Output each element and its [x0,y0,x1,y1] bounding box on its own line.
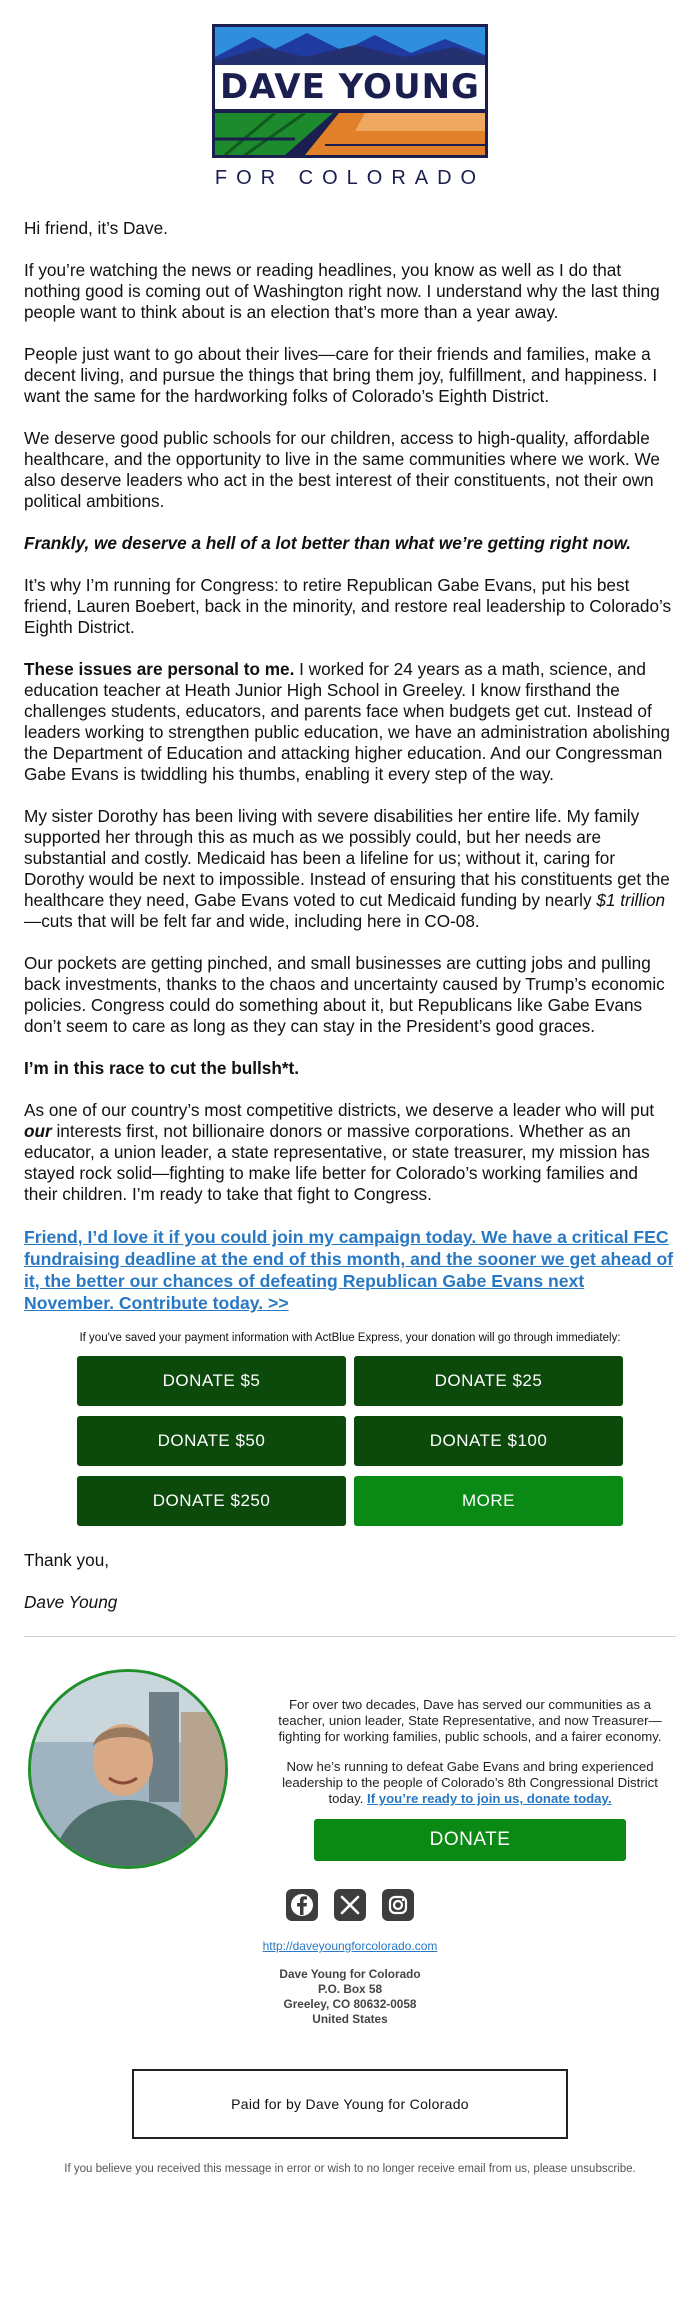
facebook-icon[interactable] [286,1889,318,1921]
divider [24,1636,676,1637]
social-links [0,1889,700,1921]
contribute-link[interactable]: Friend, I’d love it if you could join my campaign today. We have a critical FEC fundraising deadline at the end of this month, and the sooner we get ahead of it, the better our chances of defeating Republican Gabe Evans next November. Contribute today. >> [24,1227,674,1313]
paragraph-5: It’s why I’m running for Congress: to retire Republican Gabe Evans, put his best friend, Lauren Boebert, back in the minority, and restore real leadership to Colorado’s Eighth District. [24,575,672,637]
donate-100-button[interactable]: DONATE $100 [354,1416,623,1466]
donate-5-button[interactable]: DONATE $5 [77,1356,346,1406]
paragraph-7-emphasis: $1 trillion [596,890,666,910]
campaign-logo [212,24,488,190]
address-line-3: Greeley, CO 80632-0058 [283,1997,417,2011]
paragraph-8: Our pockets are getting pinched, and small businesses are cutting jobs and pulling back investments, thanks to the chaos and uncertainty caused by Trump’s economic policies. Congress could do something about it, but Republicans like Gabe Evans don’t seem to care as long as they can stay in the President’s good graces. [24,953,665,1036]
paragraph-6 [24,659,676,785]
donate-250-button[interactable]: DONATE $250 [77,1476,346,1526]
signature: Dave Young [24,1592,118,1612]
paragraph-9 [24,1058,676,1079]
join-donate-link[interactable]: If you’re ready to join us, donate today. [367,1791,612,1806]
paragraph-1: If you’re watching the news or reading headlines, you know as well as I do that nothing good is coming out of Washington right now. I understand why the last thing people want to think about is an election that’s more than a year away. [24,260,660,322]
paragraph-7-b: —cuts that will be felt far and wide, including here in CO-08. [24,911,480,931]
footer-bio-section [0,1651,700,1865]
cta-paragraph [24,1226,676,1314]
email-body [0,218,700,1314]
donate-25-button[interactable]: DONATE $25 [354,1356,623,1406]
actblue-note: If you've saved your payment information with ActBlue Express, your donation will go through immediately: [79,1332,621,1344]
bio-paragraph-2 [268,1759,672,1807]
address-line-1: Dave Young for Colorado [279,1967,421,1981]
header [0,0,700,190]
unsubscribe-note[interactable]: If you believe you received this message in error or wish to no longer receive email from us, please unsubscribe. [64,2163,636,2175]
mailing-address [0,1967,700,2027]
website [0,1939,700,1953]
instagram-icon[interactable] [382,1889,414,1921]
address-line-2: P.O. Box 58 [317,1982,383,1996]
paragraph-3: We deserve good public schools for our children, access to high-quality, affordable healthcare, and the opportunity to live in the same communities where we work. We also deserve leaders who act in the best interest of their constituents, not their own political ambitions. [24,428,660,511]
paragraph-7-a: My sister Dorothy has been living with severe disabilities her entire life. My family supported her through this as much as we possibly could, but her needs are substantial and costly. Medicaid has been a lifeline for us; without it, caring for Dorothy would be next to impossible. Instead of ensuring that his constituents get the healthcare they need, Gabe Evans voted to cut Medicaid funding by nearly [24,806,670,910]
greeting: Hi friend, it’s Dave. [24,218,168,238]
paragraph-7 [24,806,676,932]
paragraph-10-b: interests first, not billionaire donors or massive corporations. Whether as an educator, a union leader, a state representative, or state treasurer, my mission has stayed rock solid—fighting to make life better for Colorado’s working families and their children. I’m ready to take that fight to Congress. [24,1121,650,1204]
paragraph-10 [24,1100,676,1205]
x-icon[interactable] [334,1889,366,1921]
address-line-4: United States [312,2012,388,2026]
paid-for-disclaimer: Paid for by Dave Young for Colorado [132,2069,568,2139]
donate-50-button[interactable]: DONATE $50 [77,1416,346,1466]
closing [0,1550,700,1613]
donate-button-grid [77,1356,623,1526]
bio-paragraph-2-text: Now he’s running to defeat Gabe Evans and bring experienced leadership to the people of Colorado’s 8th Congressional District today. [282,1759,658,1806]
paragraph-4 [24,533,676,554]
paragraph-9-text: I’m in this race to cut the bullsh*t. [24,1058,300,1078]
candidate-photo [31,1672,225,1866]
paragraph-10-a: As one of our country’s most competitive districts, we deserve a leader who will put [24,1100,655,1120]
bio-text [268,1697,672,1821]
paragraph-6-rest: I worked for 24 years as a math, science, and education teacher at Heath Junior High School in Greeley. I know firsthand the challenges students, educators, and parents face when budgets get cut. Instead of leaders working to strengthen public education, we have an administration abolishing the Department of Education and attacking higher education. And our Congressman Gabe Evans is twiddling his thumbs, enabling it every step of the way. [24,659,670,784]
paragraph-10-emphasis: our [24,1121,52,1141]
logo-name: DAVE YOUNG [220,67,480,107]
logo-emblem [212,24,488,158]
donate-more-button[interactable]: MORE [354,1476,623,1526]
paragraph-6-lead: These issues are personal to me. [24,659,295,679]
bio-paragraph-1: For over two decades, Dave has served our communities as a teacher, union leader, State Representative, and now Treasurer—fighting for working families, public schools, and a fairer economy. [278,1697,662,1744]
logo-subtitle: FOR COLORADO [214,167,486,189]
emphasis-text: Frankly, we deserve a hell of a lot better than what we’re getting right now. [24,533,632,553]
avatar [28,1669,228,1869]
footer-donate-button[interactable]: DONATE [314,1819,626,1861]
paragraph-2: People just want to go about their lives—care for their friends and families, make a decent living, and pursue the things that bring them joy, fulfillment, and happiness. I want the same for the hardworking folks of Colorado’s Eighth District. [24,344,658,406]
website-link[interactable]: http://daveyoungforcolorado.com [262,1939,438,1953]
thanks-text: Thank you, [24,1550,110,1570]
